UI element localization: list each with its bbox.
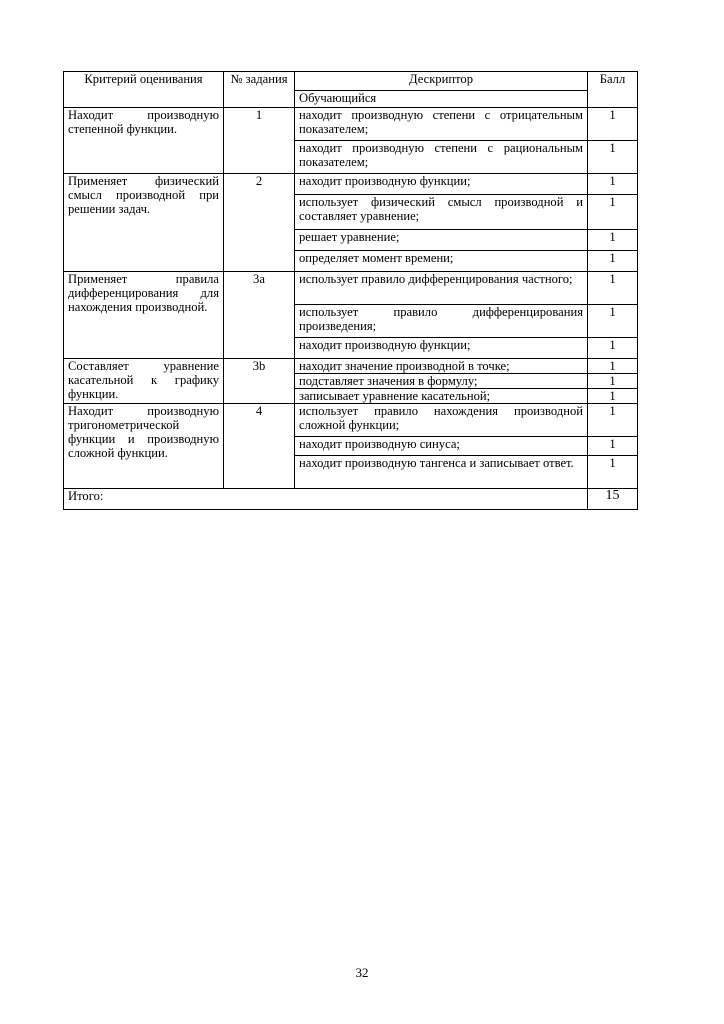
descriptor-cell: решает уравнение; xyxy=(295,230,588,251)
descriptor-cell: использует правило дифференцирования частного; xyxy=(295,272,588,305)
score-cell: 1 xyxy=(588,230,638,251)
table-row xyxy=(64,359,638,374)
descriptor-cell: использует правило нахождения производной сложной функции; xyxy=(295,404,588,437)
descriptor-cell: находит значение производной в точке; xyxy=(295,359,588,374)
task-number-cell: 1 xyxy=(224,108,295,174)
score-cell: 1 xyxy=(588,389,638,404)
table-row xyxy=(64,108,638,141)
criterion-cell: Применяет правила дифференцирования для нахождения производной. xyxy=(64,272,224,359)
descriptor-cell: находит производную степени с отрицательным показателем; xyxy=(295,108,588,141)
total-score: 15 xyxy=(588,489,638,510)
criterion-cell: Применяет физический смысл производной при решении задач. xyxy=(64,174,224,272)
score-cell: 1 xyxy=(588,374,638,389)
descriptor-cell: находит производную степени с рациональным показателем; xyxy=(295,141,588,174)
task-number-cell: 4 xyxy=(224,404,295,489)
task-number-header: № задания xyxy=(224,72,295,108)
score-cell: 1 xyxy=(588,456,638,489)
descriptor-cell: находит производную синуса; xyxy=(295,437,588,456)
descriptor-cell: подставляет значения в формулу; xyxy=(295,374,588,389)
descriptor-cell: записывает уравнение касательной; xyxy=(295,389,588,404)
task-number-cell: 2 xyxy=(224,174,295,272)
descriptor-header: Дескриптор xyxy=(295,72,588,91)
page-number: 32 xyxy=(355,965,369,980)
task-number-cell: 3a xyxy=(224,272,295,359)
score-cell: 1 xyxy=(588,305,638,338)
descriptor-cell: определяет момент времени; xyxy=(295,251,588,272)
task-number-cell: 3b xyxy=(224,359,295,404)
criterion-header: Критерий оценивания xyxy=(64,72,224,108)
score-cell: 1 xyxy=(588,272,638,305)
rubric-body xyxy=(64,108,638,489)
score-cell: 1 xyxy=(588,359,638,374)
score-cell: 1 xyxy=(588,404,638,437)
descriptor-cell: находит производную тангенса и записывает ответ. xyxy=(295,456,588,489)
score-cell: 1 xyxy=(588,174,638,195)
total-label: Итого: xyxy=(64,489,588,510)
score-cell: 1 xyxy=(588,108,638,141)
criterion-cell: Находит производную тригонометрической функции и производную сложной функции. xyxy=(64,404,224,489)
score-cell: 1 xyxy=(588,141,638,174)
score-cell: 1 xyxy=(588,251,638,272)
table-row xyxy=(64,272,638,305)
descriptor-cell: находит производную функции; xyxy=(295,338,588,359)
table-row xyxy=(64,404,638,437)
score-header: Балл xyxy=(588,72,638,108)
score-cell: 1 xyxy=(588,195,638,230)
score-cell: 1 xyxy=(588,437,638,456)
criterion-cell: Находит производную степенной функции. xyxy=(64,108,224,174)
criterion-cell: Составляет уравнение касательной к графику функции. xyxy=(64,359,224,404)
descriptor-cell: использует правило дифференцирования произведения; xyxy=(295,305,588,338)
descriptor-cell: находит производную функции; xyxy=(295,174,588,195)
table-row xyxy=(64,174,638,195)
score-cell: 1 xyxy=(588,338,638,359)
descriptor-cell: использует физический смысл производной и составляет уравнение; xyxy=(295,195,588,230)
student-subheader: Обучающийся xyxy=(295,91,588,108)
assessment-rubric-table xyxy=(63,71,638,510)
